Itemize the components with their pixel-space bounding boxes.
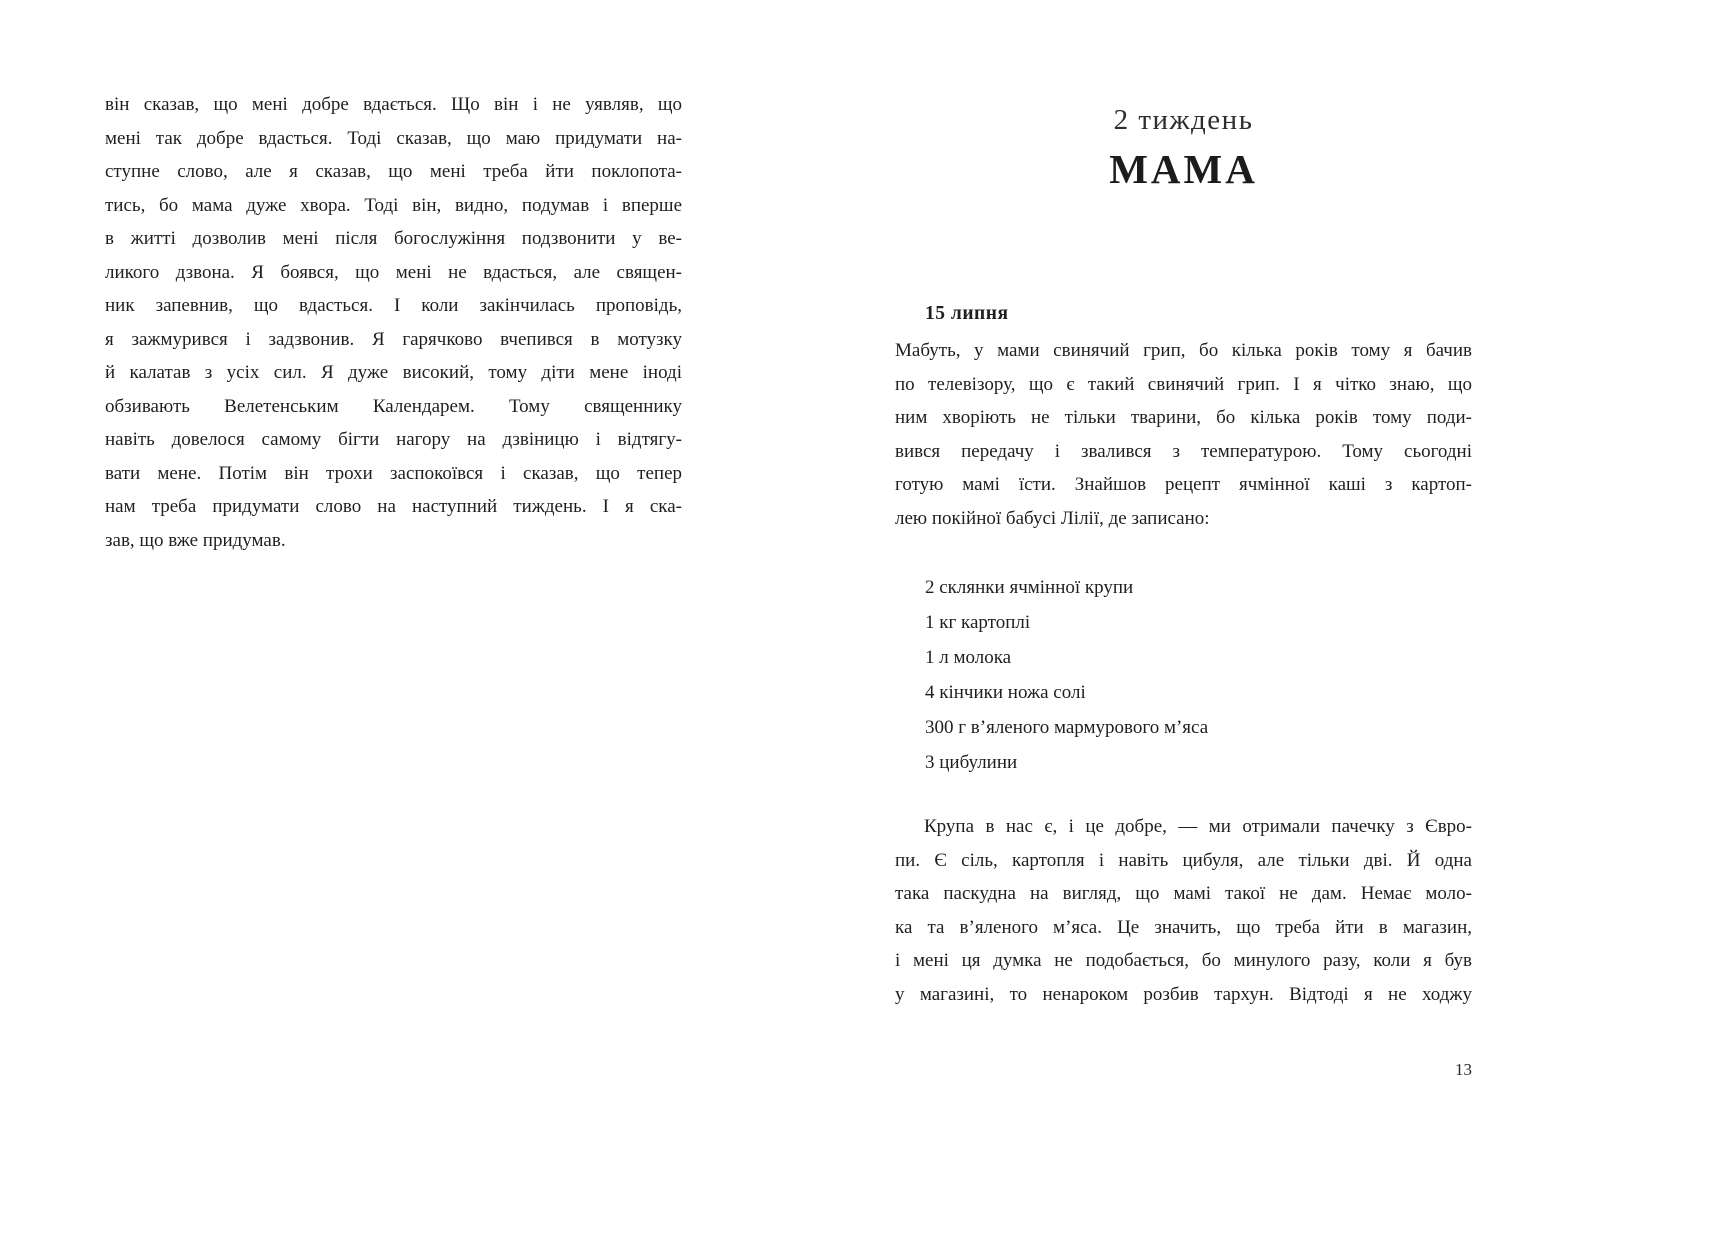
- text-line: лею покійної бабусі Лілії, де записано:: [895, 507, 1210, 529]
- chapter-title: МАМА: [1109, 146, 1258, 192]
- text-line: нам треба придумати слово на наступний тиждень. І я ска-: [105, 496, 682, 517]
- text-line: зав, що вже придумав.: [105, 529, 286, 551]
- text-line: 2 склянки ячмінної крупи: [925, 577, 1134, 598]
- text-line: 3 цибулини: [925, 752, 1018, 773]
- text-line: навіть довелося самому бігти нагору на дзвіницю і відтягу-: [105, 429, 682, 450]
- text-line: ним хворіють не тільки тварини, бо кілька років тому поди-: [895, 407, 1472, 428]
- date-heading: 15 липня: [925, 303, 1009, 324]
- text-line: ступне слово, але я сказав, що мені треба йти поклопота-: [105, 161, 682, 182]
- page-number: 13: [1455, 1060, 1472, 1079]
- text-line: ник запевнив, що вдасться. І коли закінчилась проповідь,: [105, 295, 682, 316]
- text-line: Мабуть, у мами свинячий грип, бо кілька років тому я бачив: [895, 340, 1472, 361]
- text-line: вати мене. Потім він трохи заспокоївся і сказав, що тепер: [105, 462, 682, 484]
- text-line: ка та в’яленого м’яса. Це значить, що треба йти в магазин,: [895, 916, 1472, 938]
- body-paragraph-2: [895, 810, 1472, 1011]
- text-line: 4 кінчики ножа солі: [925, 682, 1086, 703]
- text-line: готую мамі їсти. Знайшов рецепт ячмінної каші з картоп-: [895, 474, 1472, 495]
- text-line: я зажмурився і задзвонив. Я гарячково вчепився в мотузку: [105, 328, 682, 350]
- text-line: по телевізору, що є такий свинячий грип. І я чітко знаю, що: [895, 373, 1472, 395]
- text-line: він сказав, що мені добре вдається. Що він і не уявляв, що: [105, 94, 682, 115]
- text-line: обзивають Велетенським Календарем. Тому священнику: [105, 395, 682, 417]
- text-line: ликого дзвона. Я боявся, що мені не вдасться, але священ-: [105, 261, 682, 283]
- recipe-ingredient-list: [925, 570, 1472, 780]
- text-line: і мені ця думка не подобається, бо минулого разу, коли я був: [895, 950, 1472, 971]
- body-paragraph-1: [895, 334, 1472, 535]
- text-line: мені так добре вдасться. Тоді сказав, що маю придумати на-: [105, 127, 682, 149]
- text-line: тись, бо мама дуже хвора. Тоді він, видно, подумав і вперше: [105, 194, 682, 216]
- text-line: й калатав з усіх сил. Я дуже високий, тому діти мене іноді: [105, 362, 682, 383]
- text-line: в житті дозволив мені після богослужіння подзвонити у ве-: [105, 228, 682, 249]
- text-line: у магазині, то ненароком розбив тархун. Відтоді я не ходжу: [895, 983, 1472, 1005]
- text-line: 1 л молока: [925, 647, 1012, 668]
- text-line: пи. Є сіль, картопля і навіть цибуля, але тільки дві. Й одна: [895, 849, 1472, 871]
- text-line: Крупа в нас є, і це добре, — ми отримали пачечку з Євро-: [924, 816, 1472, 837]
- text-line: така паскудна на вигляд, що мамі такої не дам. Немає моло-: [895, 883, 1472, 904]
- chapter-heading: [895, 104, 1472, 193]
- text-line: 300 г в’яленого мармурового м’яса: [925, 717, 1209, 738]
- chapter-week-label: 2 тиждень: [1113, 104, 1254, 136]
- text-line: вився передачу і звалився з температурою. Тому сьогодні: [895, 440, 1472, 462]
- text-line: 1 кг картоплі: [925, 612, 1031, 633]
- left-page-paragraph: [105, 88, 682, 557]
